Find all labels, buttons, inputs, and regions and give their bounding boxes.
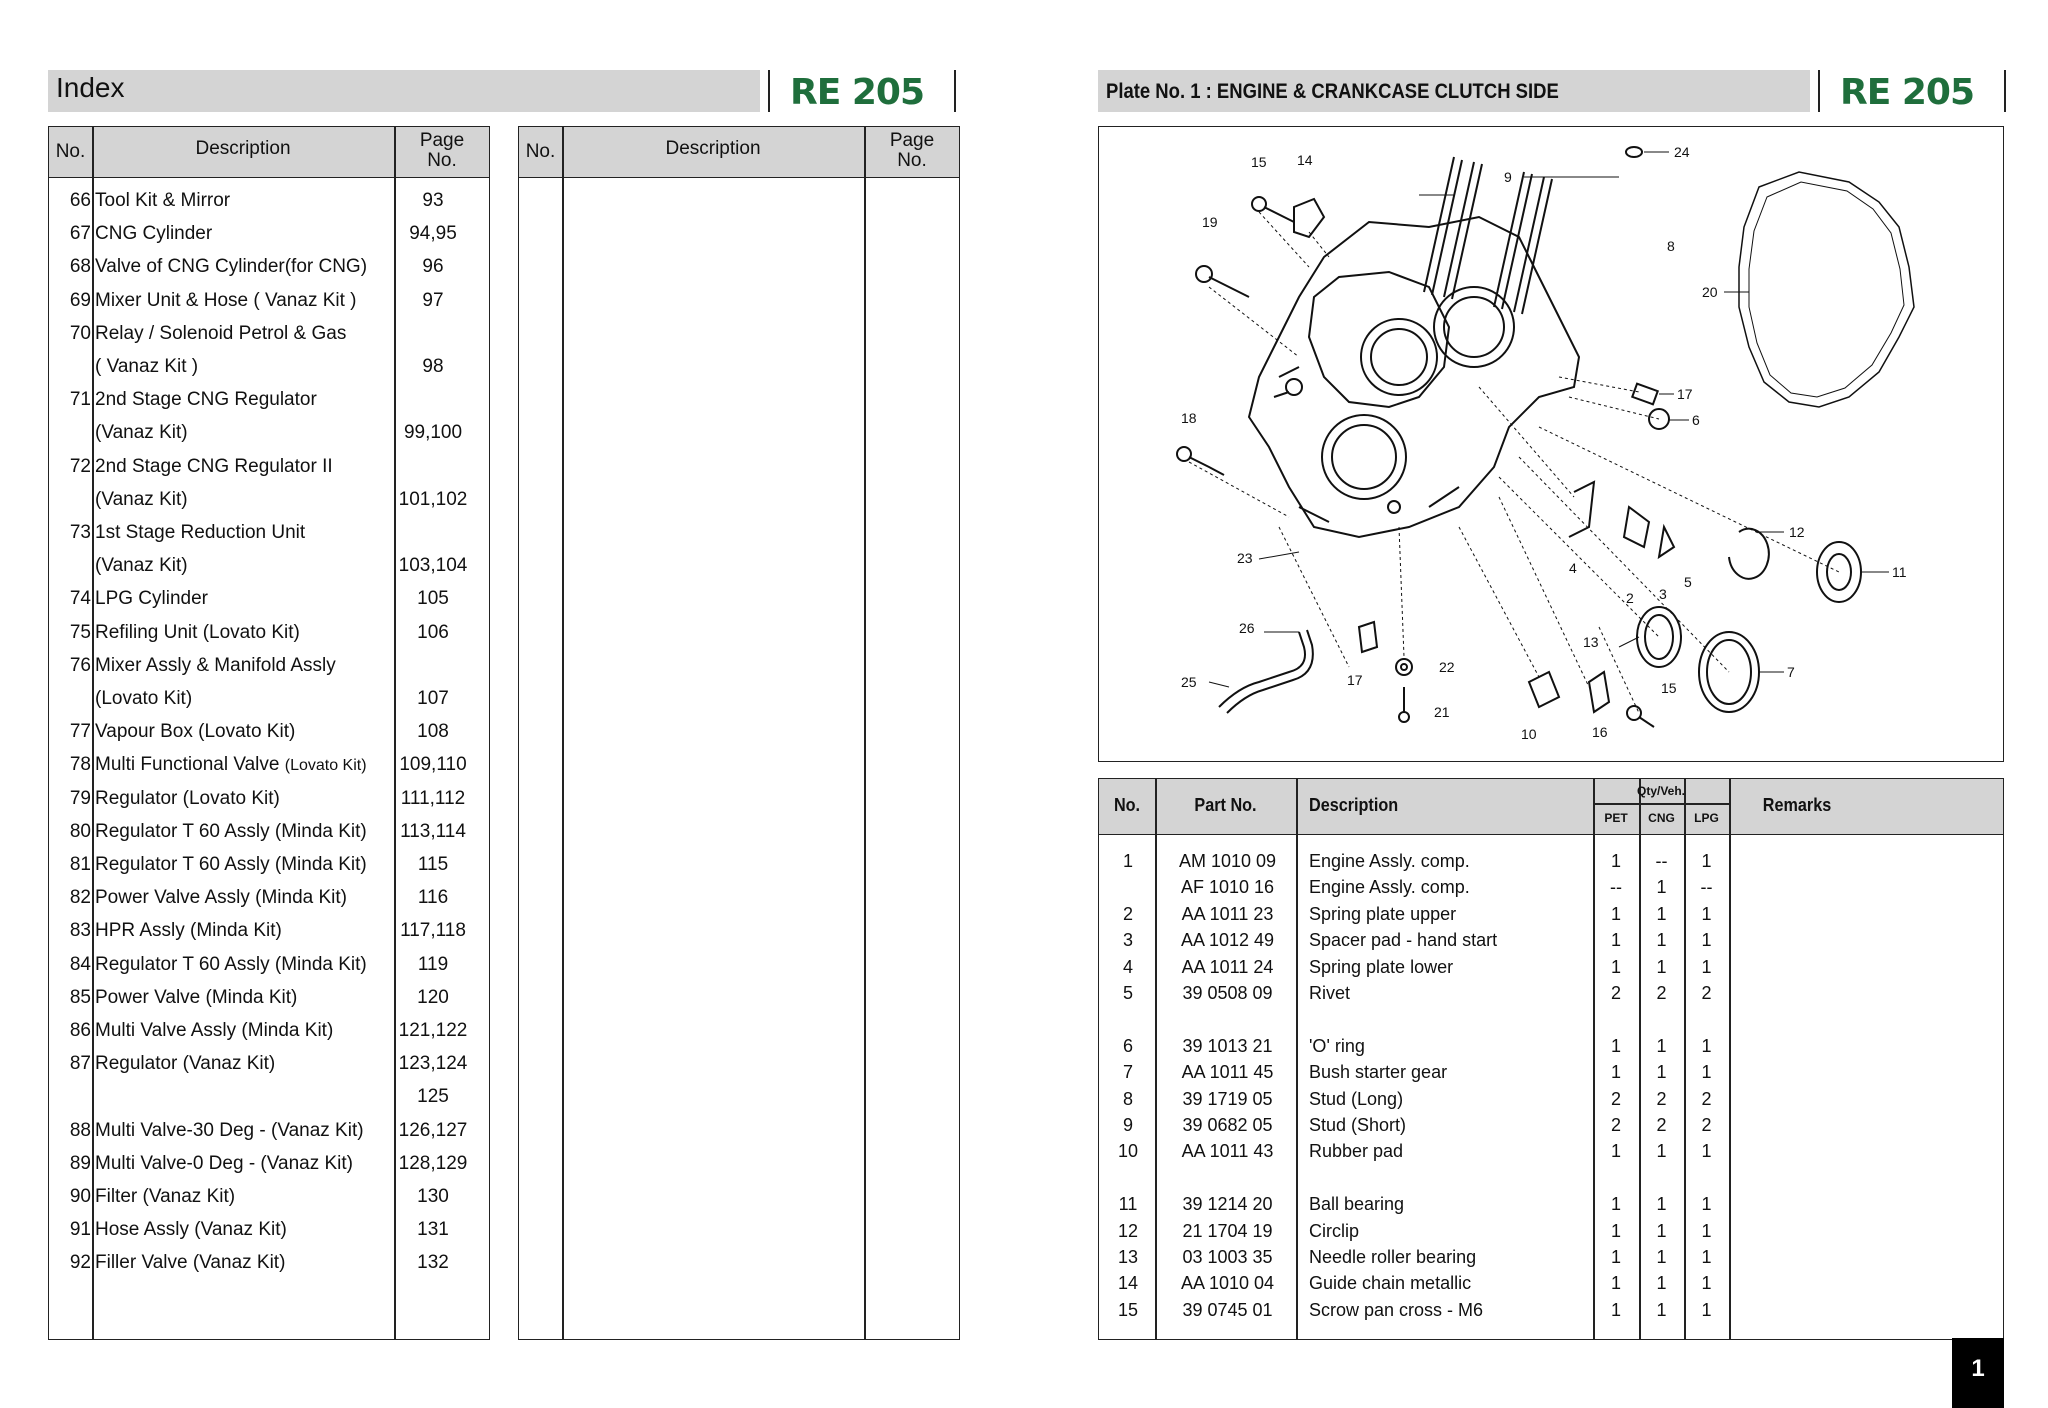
index-row	[49, 948, 489, 981]
index-row-page: 113,114	[400, 820, 466, 842]
parts-cell-part: AA 1011 23	[1181, 903, 1274, 924]
header-part-no: Part No.	[1194, 795, 1257, 815]
svg-text:12: 12	[1789, 524, 1805, 540]
index-row-no: 76	[69, 654, 91, 676]
index-row	[49, 549, 489, 582]
parts-cell-cng: --	[1655, 851, 1668, 871]
svg-text:9: 9	[1504, 169, 1512, 185]
index-row-page: 97	[422, 289, 444, 311]
exploded-diagram	[1098, 126, 2004, 762]
parts-cell-no: 14	[1117, 1273, 1139, 1294]
svg-text:20: 20	[1702, 284, 1718, 300]
crankcase-drawing	[1099, 127, 2002, 760]
parts-cell-no: 13	[1117, 1247, 1139, 1267]
parts-row	[1099, 954, 2003, 980]
svg-text:21: 21	[1434, 704, 1450, 720]
parts-cell-cng: 1	[1656, 1273, 1667, 1294]
parts-row	[1099, 1086, 2003, 1112]
index-row-description: Multi Valve-30 Deg - (Vanaz Kit)	[95, 1119, 364, 1141]
parts-row	[1099, 1297, 2003, 1323]
index-row-no: 74	[69, 588, 91, 610]
parts-cell-cng: 1	[1656, 1141, 1667, 1162]
parts-cell-cng: 1	[1656, 956, 1667, 977]
index-row-no: 89	[69, 1152, 91, 1174]
parts-cell-no: 15	[1117, 1299, 1139, 1320]
parts-cell-lpg: 1	[1701, 851, 1712, 871]
index-row	[49, 516, 489, 549]
parts-row	[1099, 901, 2003, 927]
index-row	[49, 317, 489, 350]
parts-cell-pet: 1	[1610, 1194, 1621, 1215]
parts-cell-pet: 2	[1610, 1088, 1621, 1109]
parts-cell-cng: 1	[1656, 1299, 1667, 1320]
index-row	[49, 483, 489, 516]
parts-cell-pet: 1	[1610, 903, 1621, 924]
header-no: No.	[1113, 795, 1141, 815]
index-row	[49, 981, 489, 1014]
parts-cell-desc: Spring plate lower	[1309, 956, 1454, 977]
parts-cell-desc: Needle roller bearing	[1309, 1247, 1477, 1267]
parts-cell-cng: 1	[1656, 877, 1667, 898]
index-row-no: 73	[69, 522, 91, 543]
index-row-no: 81	[69, 854, 91, 875]
index-row-page: 108	[417, 721, 449, 743]
parts-cell-desc: Ball bearing	[1309, 1194, 1405, 1215]
parts-cell-pet: 1	[1610, 956, 1621, 977]
parts-cell-lpg: 2	[1701, 983, 1712, 1003]
header-no: No.	[525, 141, 556, 162]
index-row	[49, 350, 489, 383]
index-row-page: 119	[417, 953, 449, 975]
parts-cell-desc: Spring plate upper	[1309, 903, 1457, 924]
index-row	[49, 1014, 489, 1047]
header-description: Description	[195, 138, 291, 159]
parts-cell-cng: 2	[1656, 983, 1667, 1003]
index-row-page: 120	[417, 986, 449, 1008]
header-qty: Qty/Veh.	[1636, 784, 1686, 798]
index-row-page: 93	[422, 190, 444, 211]
parts-cell-lpg: 1	[1701, 1220, 1712, 1241]
index-row-no: 69	[69, 289, 91, 311]
parts-cell-cng: 1	[1656, 1247, 1667, 1267]
index-row-no: 68	[69, 256, 91, 278]
index-header-bar	[48, 70, 760, 112]
header-no: No.	[55, 141, 86, 162]
index-row-description: 1st Stage Reduction Unit	[95, 522, 306, 543]
parts-cell-part: 03 1003 35	[1182, 1247, 1273, 1267]
index-row-page: 99,100	[403, 422, 463, 444]
index-row-page: 128,129	[398, 1152, 468, 1174]
parts-cell-part: 39 0745 01	[1182, 1299, 1273, 1320]
index-row-description: Mixer Unit & Hose ( Vanaz Kit )	[95, 289, 357, 311]
header-divider	[2004, 70, 2006, 112]
index-row	[49, 284, 489, 317]
index-row-description: Mixer Assly & Manifold Assly	[95, 654, 336, 676]
header-divider	[954, 70, 956, 112]
index-row-page: 130	[417, 1186, 449, 1207]
index-row	[49, 782, 489, 815]
parts-cell-pet: 1	[1610, 1299, 1621, 1320]
parts-cell-lpg: 2	[1701, 1088, 1712, 1109]
page-number: 1	[1952, 1338, 2004, 1408]
header-lpg: LPG	[1694, 811, 1719, 825]
index-row-description: (Lovato Kit)	[95, 688, 193, 709]
svg-text:3: 3	[1659, 586, 1667, 602]
parts-cell-lpg: 1	[1701, 1194, 1712, 1215]
header-divider	[768, 70, 770, 112]
parts-cell-pet: 1	[1610, 1062, 1621, 1083]
index-row-description: Filler Valve (Vanaz Kit)	[95, 1252, 286, 1274]
parts-cell-no: 11	[1118, 1194, 1138, 1215]
parts-cell-part: AF 1010 16	[1180, 877, 1275, 898]
parts-cell-pet: 1	[1610, 1247, 1621, 1267]
svg-text:15: 15	[1251, 154, 1267, 170]
index-row-no: 85	[69, 986, 91, 1008]
parts-cell-pet: 1	[1610, 851, 1621, 871]
parts-cell-pet: 1	[1610, 1273, 1621, 1294]
parts-cell-pet: 1	[1610, 1035, 1621, 1056]
svg-text:13: 13	[1583, 634, 1599, 650]
parts-cell-pet: 1	[1610, 1220, 1621, 1241]
index-row-page: 106	[417, 621, 449, 643]
index-row-no: 75	[69, 621, 91, 643]
index-row-description: (Vanaz Kit)	[95, 422, 188, 444]
index-row	[49, 914, 489, 947]
parts-cell-no: 5	[1122, 983, 1133, 1003]
parts-cell-cng: 1	[1656, 903, 1667, 924]
header-cng: CNG	[1648, 811, 1675, 825]
svg-text:19: 19	[1202, 214, 1218, 230]
parts-cell-no: 10	[1117, 1141, 1139, 1162]
parts-cell-pet: 2	[1610, 1115, 1621, 1135]
parts-cell-part: 39 1214 20	[1182, 1194, 1273, 1215]
parts-table	[1098, 778, 2004, 1340]
index-row-page: 111,112	[400, 787, 466, 809]
index-row-description: Regulator (Lovato Kit)	[95, 787, 280, 809]
index-row-no: 91	[69, 1219, 91, 1241]
index-row-no: 78	[69, 754, 91, 776]
parts-cell-desc: Rubber pad	[1309, 1141, 1404, 1162]
parts-cell-part: AA 1011 24	[1181, 956, 1274, 977]
index-row-description: Multi Valve-0 Deg - (Vanaz Kit)	[95, 1152, 353, 1174]
svg-text:23: 23	[1237, 550, 1253, 566]
index-row-page: 125	[417, 1086, 449, 1108]
index-row	[49, 1114, 489, 1147]
index-row-page: 117,118	[400, 920, 466, 942]
index-row-page: 101,102	[398, 488, 468, 510]
parts-cell-desc: 'O' ring	[1309, 1035, 1365, 1056]
header-page-1: Page	[889, 130, 935, 151]
index-row	[49, 416, 489, 449]
index-row-page: 105	[417, 588, 449, 610]
index-row	[49, 184, 489, 217]
index-row-description: HPR Assly (Minda Kit)	[95, 920, 282, 942]
index-row	[49, 715, 489, 748]
parts-cell-no: 8	[1122, 1088, 1133, 1109]
parts-cell-part: AA 1012 49	[1180, 930, 1275, 951]
index-row-no: 77	[69, 721, 91, 743]
index-row	[49, 1147, 489, 1180]
header-page-2: No.	[427, 150, 457, 171]
parts-cell-cng: 1	[1656, 1062, 1667, 1083]
index-row-description: Valve of CNG Cylinder(for CNG)	[95, 256, 368, 278]
parts-cell-no: 6	[1122, 1035, 1133, 1056]
svg-text:8: 8	[1667, 238, 1675, 254]
index-row-description: Relay / Solenoid Petrol & Gas	[95, 322, 347, 344]
parts-cell-part: 39 0508 09	[1182, 983, 1273, 1003]
index-row-no: 71	[69, 389, 91, 411]
index-row-description: Multi Valve Assly (Minda Kit)	[95, 1020, 334, 1041]
index-row	[49, 582, 489, 615]
parts-cell-cng: 1	[1656, 1194, 1667, 1215]
index-row	[49, 748, 489, 781]
header-page-2: No.	[897, 150, 927, 171]
parts-cell-desc: Engine Assly. comp.	[1309, 851, 1470, 871]
parts-cell-lpg: 1	[1701, 1035, 1712, 1056]
parts-cell-lpg: 1	[1701, 1062, 1712, 1083]
index-row	[49, 848, 489, 881]
parts-row	[1099, 980, 2003, 1006]
parts-cell-lpg: 1	[1701, 956, 1712, 977]
index-row-page: 103,104	[398, 555, 468, 577]
index-row-description: 2nd Stage CNG Regulator II	[95, 455, 333, 477]
index-row	[49, 1080, 489, 1113]
parts-cell-pet: 1	[1610, 1141, 1621, 1162]
parts-cell-part: 21 1704 19	[1182, 1220, 1273, 1241]
index-row-description: Power Valve (Minda Kit)	[95, 986, 298, 1008]
svg-text:24: 24	[1674, 144, 1690, 160]
parts-cell-desc: Engine Assly. comp.	[1309, 877, 1470, 898]
parts-cell-no: 12	[1117, 1220, 1139, 1241]
index-row-no: 66	[69, 190, 91, 211]
parts-cell-cng: 1	[1656, 930, 1667, 951]
index-row	[49, 682, 489, 715]
parts-cell-desc: Circlip	[1309, 1220, 1360, 1241]
parts-row	[1099, 1270, 2003, 1296]
parts-cell-part: AA 1011 43	[1181, 1141, 1274, 1162]
index-row-description: Regulator T 60 Assly (Minda Kit)	[95, 820, 367, 842]
brand-logo: RE 205	[790, 72, 924, 113]
header-remarks: Remarks	[1762, 795, 1832, 815]
parts-cell-part: AA 1010 04	[1180, 1273, 1275, 1294]
parts-cell-lpg: 1	[1701, 930, 1712, 951]
index-row-page: 131	[417, 1219, 449, 1241]
parts-cell-desc: Bush starter gear	[1309, 1062, 1448, 1083]
page-title: Index	[56, 72, 125, 103]
parts-cell-lpg: 1	[1701, 1247, 1712, 1267]
parts-cell-part: 39 1719 05	[1182, 1088, 1273, 1109]
index-row-no: 88	[69, 1119, 91, 1141]
index-row-description: 2nd Stage CNG Regulator	[95, 389, 317, 411]
parts-cell-part: 39 0682 05	[1182, 1115, 1273, 1135]
svg-text:26: 26	[1239, 620, 1255, 636]
parts-cell-part: AM 1010 09	[1178, 851, 1277, 871]
index-row-no: 83	[69, 920, 91, 942]
parts-cell-pet: --	[1610, 877, 1622, 898]
index-row	[49, 450, 489, 483]
parts-cell-no: 4	[1122, 956, 1133, 977]
parts-cell-no: 3	[1122, 930, 1133, 951]
index-row-description: CNG Cylinder	[95, 223, 213, 245]
header-description: Description	[665, 138, 761, 159]
index-row-page: 121,122	[398, 1020, 468, 1041]
parts-row	[1099, 927, 2003, 953]
parts-row	[1099, 1112, 2003, 1138]
header-description: Description	[1309, 795, 1399, 815]
parts-cell-cng: 2	[1656, 1088, 1667, 1109]
index-row-page: 98	[422, 356, 444, 377]
index-row-page: 96	[422, 256, 444, 278]
header-divider	[1818, 70, 1820, 112]
parts-cell-lpg: 1	[1701, 1299, 1712, 1320]
index-row	[49, 217, 489, 250]
parts-cell-no: 7	[1122, 1062, 1133, 1083]
svg-text:7: 7	[1787, 664, 1795, 680]
index-row-description: Regulator (Vanaz Kit)	[95, 1053, 276, 1075]
index-row	[49, 1213, 489, 1246]
brand-logo: RE 205	[1840, 72, 1974, 113]
svg-text:11: 11	[1892, 564, 1907, 580]
index-row-no: 87	[69, 1053, 91, 1075]
parts-cell-desc: Rivet	[1309, 983, 1351, 1003]
svg-text:18: 18	[1181, 410, 1197, 426]
svg-text:5: 5	[1684, 574, 1692, 590]
parts-row	[1099, 1191, 2003, 1217]
index-row-no: 92	[69, 1252, 91, 1274]
index-row-description: Filter (Vanaz Kit)	[95, 1186, 236, 1207]
svg-text:4: 4	[1569, 560, 1577, 576]
index-row-description: Regulator T 60 Assly (Minda Kit)	[95, 854, 367, 875]
index-row-no: 86	[69, 1020, 91, 1041]
index-row-page: 109,110	[399, 754, 467, 776]
index-row-no: 67	[69, 223, 91, 245]
diagram-callouts	[1181, 144, 1907, 742]
index-row-description: Refiling Unit (Lovato Kit)	[95, 621, 300, 643]
index-row	[49, 250, 489, 283]
index-row-description: Multi Functional Valve (Lovato Kit)	[95, 754, 367, 776]
index-row-description: (Vanaz Kit)	[95, 488, 188, 510]
parts-row	[1099, 1033, 2003, 1059]
index-row-description: Regulator T 60 Assly (Minda Kit)	[95, 953, 367, 975]
index-row-page: 94,95	[409, 223, 457, 245]
parts-cell-part: AA 1011 45	[1181, 1062, 1274, 1083]
parts-cell-desc: Stud (Short)	[1309, 1115, 1407, 1135]
svg-text:2: 2	[1626, 590, 1634, 606]
parts-row	[1099, 848, 2003, 874]
index-table-empty	[518, 126, 960, 1340]
parts-cell-pet: 1	[1610, 930, 1621, 951]
parts-cell-desc: Guide chain metallic	[1309, 1273, 1472, 1294]
parts-row	[1099, 1218, 2003, 1244]
index-row-no: 80	[69, 820, 91, 842]
index-row	[49, 383, 489, 416]
index-row-page: 115	[417, 854, 449, 875]
parts-cell-no: 1	[1122, 851, 1133, 871]
parts-row	[1099, 1138, 2003, 1164]
index-row-no: 72	[69, 455, 91, 477]
parts-row	[1099, 874, 2003, 900]
index-row-page: 123,124	[398, 1053, 468, 1075]
svg-text:15: 15	[1661, 680, 1677, 696]
plate-title: Plate No. 1 : ENGINE & CRANKCASE CLUTCH SIDE	[1106, 80, 1559, 103]
parts-cell-part: 39 1013 21	[1182, 1035, 1273, 1056]
parts-row	[1099, 1244, 2003, 1270]
svg-text:22: 22	[1439, 659, 1455, 675]
index-row-description: (Vanaz Kit)	[95, 555, 188, 577]
index-row-page: 132	[417, 1252, 449, 1274]
index-table	[48, 126, 490, 1340]
parts-cell-lpg: 2	[1701, 1115, 1712, 1135]
index-row-description: ( Vanaz Kit )	[95, 356, 199, 377]
svg-text:10: 10	[1521, 726, 1537, 742]
index-row-description: LPG Cylinder	[95, 588, 208, 610]
index-row-page: 126,127	[398, 1119, 468, 1141]
index-row-no: 90	[69, 1186, 91, 1207]
index-row-no: 84	[69, 953, 91, 975]
parts-cell-no: 9	[1122, 1115, 1133, 1135]
index-row-no: 70	[69, 322, 91, 344]
index-row-description: Tool Kit & Mirror	[95, 190, 231, 211]
header-page-1: Page	[419, 130, 465, 151]
svg-text:6: 6	[1692, 412, 1700, 428]
index-row	[49, 649, 489, 682]
index-row-no: 79	[69, 787, 91, 809]
index-row-page: 116	[417, 887, 449, 909]
index-row-no: 82	[69, 887, 91, 909]
svg-text:14: 14	[1297, 152, 1313, 168]
parts-cell-desc: Scrow pan cross - M6	[1309, 1299, 1484, 1320]
index-row	[49, 1047, 489, 1080]
parts-cell-lpg: 1	[1701, 1273, 1712, 1294]
parts-cell-cng: 1	[1656, 1035, 1667, 1056]
index-row-description: Hose Assly (Vanaz Kit)	[95, 1219, 287, 1241]
index-row-page: 107	[417, 688, 449, 709]
parts-cell-lpg: --	[1700, 877, 1713, 898]
parts-cell-desc: Spacer pad - hand start	[1309, 930, 1498, 951]
svg-text:25: 25	[1181, 674, 1197, 690]
header-pet: PET	[1604, 811, 1628, 825]
index-row	[49, 1180, 489, 1213]
index-row-description: Vapour Box (Lovato Kit)	[95, 721, 296, 743]
parts-cell-cng: 1	[1656, 1220, 1667, 1241]
parts-cell-lpg: 1	[1701, 903, 1712, 924]
parts-cell-desc: Stud (Long)	[1309, 1088, 1404, 1109]
svg-text:17: 17	[1677, 386, 1693, 402]
parts-row	[1099, 1059, 2003, 1085]
index-row	[49, 616, 489, 649]
index-row	[49, 881, 489, 914]
svg-text:16: 16	[1592, 724, 1608, 740]
parts-cell-pet: 2	[1610, 983, 1621, 1003]
parts-cell-lpg: 1	[1701, 1141, 1712, 1162]
parts-cell-cng: 2	[1656, 1115, 1667, 1135]
index-row	[49, 1246, 489, 1279]
index-row	[49, 815, 489, 848]
parts-cell-no: 2	[1122, 903, 1133, 924]
svg-text:17: 17	[1347, 672, 1363, 688]
index-row-description: Power Valve Assly (Minda Kit)	[95, 887, 348, 909]
